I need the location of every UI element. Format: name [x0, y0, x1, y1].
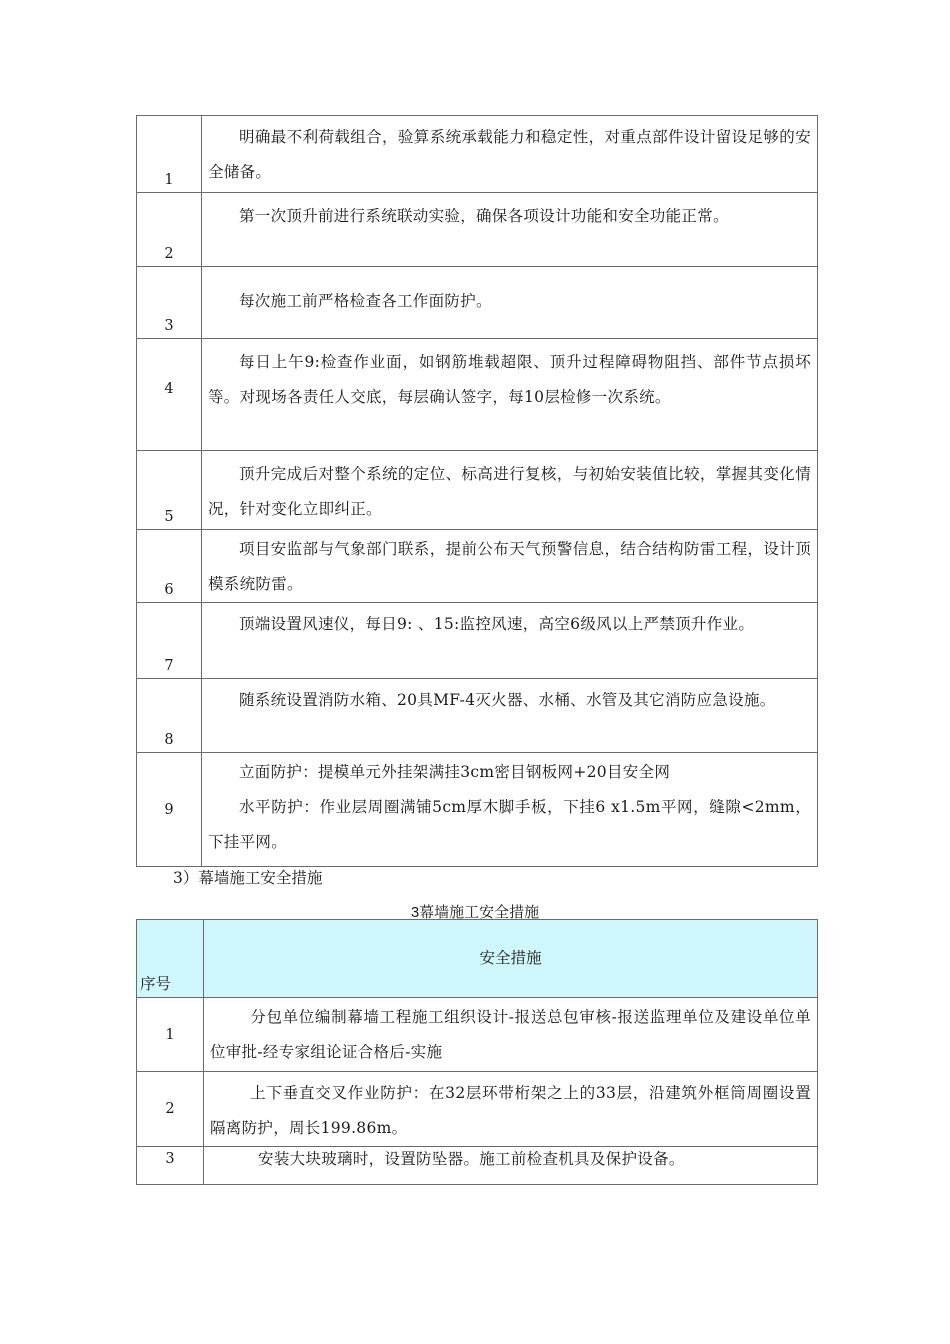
- row-number: 2: [137, 1072, 204, 1147]
- row-text: 项目安监部与气象部门联系，提前公布天气预警信息，结合结构防雷工程，设计顶模系统防雷。: [208, 540, 811, 593]
- table-row: [137, 998, 818, 1072]
- table-row: [137, 603, 818, 679]
- row-text: 每日上午9:检查作业面，如钢筋堆载超限、顶升过程障碍物阻挡、部件节点损坏等。对现场各责任人交底，每层确认签字，每10层检修一次系统。: [208, 353, 811, 406]
- row-number: 1: [137, 116, 202, 193]
- table-row: [137, 753, 818, 867]
- row-text-vertical-protection: 立面防护：提模单元外挂架满挂3cm密目钢板网+20目安全网: [239, 763, 671, 781]
- table-row: [137, 530, 818, 603]
- row-text: 顶升完成后对整个系统的定位、标高进行复核，与初始安装值比较，掌握其变化情况，针对变化立即纠正。: [208, 465, 811, 518]
- row-number: 7: [137, 603, 202, 679]
- row-number: 2: [137, 193, 202, 267]
- row-text: 随系统设置消防水箱、20具MF-4灭火器、水桶、水管及其它消防应急设施。: [239, 691, 776, 709]
- row-text: 每次施工前严格检查各工作面防护。: [239, 292, 492, 310]
- header-safety-measures: 安全措施: [204, 920, 818, 998]
- row-text: 安装大块玻璃时，设置防坠器。施工前检查机具及保护设备。: [258, 1150, 685, 1168]
- row-number: 4: [137, 339, 202, 451]
- row-number: 5: [137, 451, 202, 530]
- table-caption: 3幕墙施工安全措施: [410, 904, 540, 921]
- table-row: [137, 679, 818, 753]
- tower-formwork-safety-table: [136, 115, 818, 867]
- table-row: [137, 1072, 818, 1147]
- row-text: 分包单位编制幕墙工程施工组织设计-报送总包审核-报送监理单位及建设单位单位审批-经专家组论证合格后-实施: [210, 1008, 811, 1061]
- table-row: [137, 339, 818, 451]
- table-row: [137, 1147, 818, 1185]
- header-serial-number: 序号: [137, 920, 204, 998]
- table-header-row: [137, 920, 818, 998]
- row-text: 上下垂直交叉作业防护：在32层环带桁架之上的33层，沿建筑外框筒周圈设置隔离防护，周长199.86m。: [210, 1084, 811, 1137]
- table-row: [137, 116, 818, 193]
- row-text-horizontal-protection: 水平防护：作业层周圈满铺5cm厚木脚手板，下挂6 x1.5m平网，缝隙<2mm，下挂平网。: [208, 798, 811, 851]
- row-number: 6: [137, 530, 202, 603]
- row-text: 明确最不利荷载组合，验算系统承载能力和稳定性，对重点部件设计留设足够的安全储备。: [208, 128, 811, 181]
- table-row: [137, 451, 818, 530]
- row-number: 9: [137, 753, 202, 867]
- row-text: 第一次顶升前进行系统联动实验，确保各项设计功能和安全功能正常。: [239, 207, 729, 225]
- row-number: 3: [137, 1147, 204, 1185]
- row-number: 8: [137, 679, 202, 753]
- row-number: 1: [137, 998, 204, 1072]
- table-row: [137, 193, 818, 267]
- table-row: [137, 267, 818, 339]
- row-text: 顶端设置风速仪，每日9: 、15:监控风速，高空6级风以上严禁顶升作业。: [239, 615, 755, 633]
- section-heading: 3）幕墙施工安全措施: [173, 869, 323, 887]
- row-number: 3: [137, 267, 202, 339]
- curtain-wall-safety-table: [136, 919, 818, 1185]
